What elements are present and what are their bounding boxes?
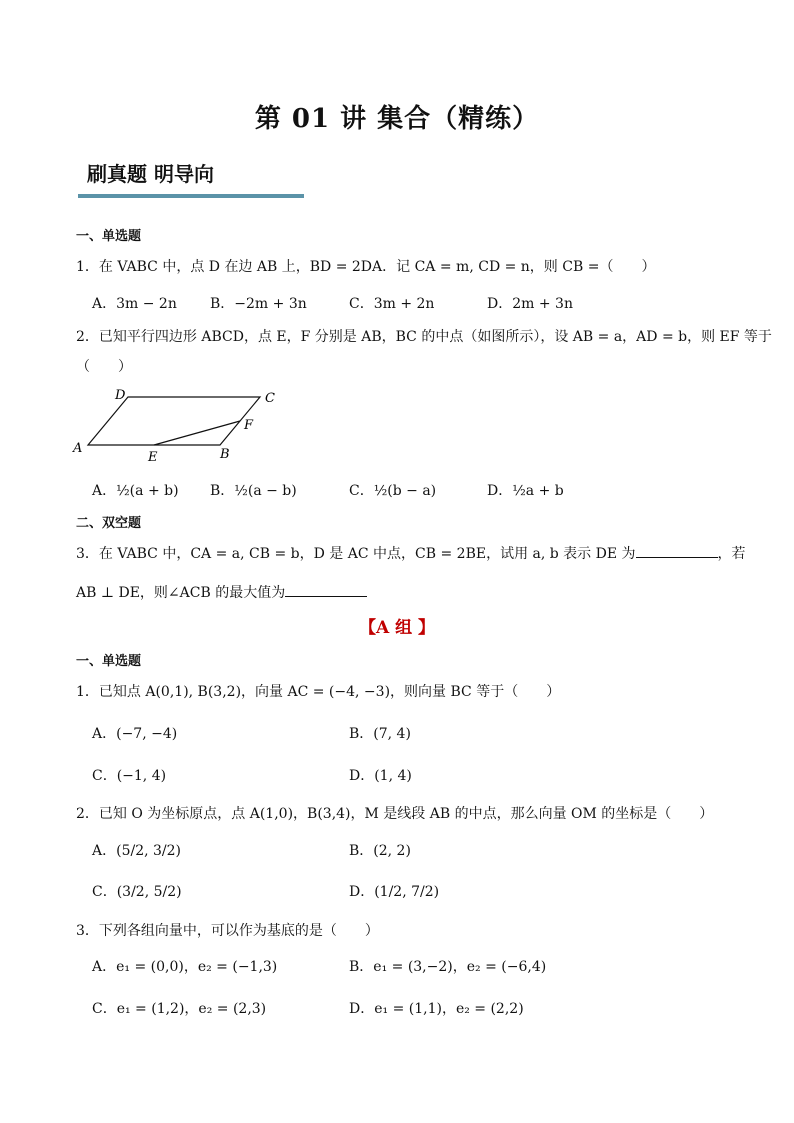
- label-f: F: [244, 418, 254, 433]
- section-heading-single-choice: 一、单选题: [76, 229, 142, 244]
- q1-option-a: A．3m − 2n: [92, 296, 177, 312]
- label-b: B: [220, 447, 230, 462]
- answer-blank-1[interactable]: [636, 543, 718, 558]
- a3-option-a: A．e₁ = (0,0)，e₂ = (−1,3): [92, 959, 278, 975]
- a-question-2-stem: 2．已知 O 为坐标原点，点 A(1,0)，B(3,4)，M 是线段 AB 的中点，那么向量 OM 的坐标是（ ）: [76, 806, 714, 822]
- label-c: C: [265, 391, 275, 406]
- group-a-heading: 【A 组 】: [358, 618, 436, 638]
- q2-option-b: B．½(a − b): [210, 483, 297, 499]
- page-title: 第 01 讲 集合（精练）: [254, 104, 540, 134]
- q1-option-c: C．3m + 2n: [349, 296, 435, 312]
- a2-option-c: C．(3/2, 5/2): [92, 884, 182, 900]
- q3-stem-text: 3．在 VABC 中，CA = a, CB = b，D 是 AC 中点，CB = 2BE，试用 a, b 表示 DE 为: [76, 546, 636, 562]
- a2-option-b: B．(2, 2): [349, 843, 411, 859]
- label-a: A: [73, 441, 83, 456]
- label-d: D: [115, 388, 126, 403]
- section-heading-double-blank: 二、双空题: [76, 516, 142, 531]
- a2-option-d: D．(1/2, 7/2): [349, 884, 440, 900]
- a1-option-b: B．(7, 4): [349, 726, 411, 742]
- q2-option-d: D．½a + b: [487, 483, 564, 499]
- a3-option-c: C．e₁ = (1,2)，e₂ = (2,3): [92, 1001, 267, 1017]
- section-banner: 刷真题 明导向: [87, 162, 214, 186]
- q3-stem2-text: AB ⊥ DE，则∠ACB 的最大值为: [76, 585, 286, 601]
- q1-option-d: D．2m + 3n: [487, 296, 573, 312]
- a3-option-b: B．e₁ = (3,−2)，e₂ = (−6,4): [349, 959, 547, 975]
- question-2-stem-cont: （ ）: [76, 359, 132, 375]
- a1-option-c: C．(−1, 4): [92, 768, 167, 784]
- a-question-1-stem: 1．已知点 A(0,1), B(3,2)，向量 AC = (−4, −3)，则向量 BC 等于（ ）: [76, 684, 561, 700]
- label-e: E: [148, 450, 158, 465]
- question-3-stem-cont: [76, 582, 367, 602]
- parallelogram-figure: [70, 385, 290, 465]
- q2-option-c: C．½(b − a): [349, 483, 437, 499]
- a3-option-d: D．e₁ = (1,1)，e₂ = (2,2): [349, 1001, 524, 1017]
- answer-blank-2[interactable]: [285, 582, 367, 597]
- a-question-3-stem: 3．下列各组向量中，可以作为基底的是（ ）: [76, 923, 379, 939]
- a1-option-a: A．(−7, −4): [92, 726, 178, 742]
- question-1-stem: 1．在 VABC 中，点 D 在边 AB 上，BD = 2DA．记 CA = m, CD = n，则 CB =（ ）: [76, 259, 656, 275]
- a1-option-d: D．(1, 4): [349, 768, 412, 784]
- question-2-stem: 2．已知平行四边形 ABCD，点 E，F 分别是 AB，BC 的中点（如图所示），设 AB = a，AD = b，则 EF 等于: [76, 329, 772, 345]
- a2-option-a: A．(5/2, 3/2): [92, 843, 181, 859]
- section-heading-single-choice-a: 一、单选题: [76, 654, 142, 669]
- q3-stem-tail: ，若: [717, 546, 746, 562]
- q2-option-a: A．½(a + b): [92, 483, 179, 499]
- q1-option-b: B．−2m + 3n: [210, 296, 307, 312]
- question-3-stem: [76, 543, 746, 563]
- banner-underline: [78, 194, 304, 198]
